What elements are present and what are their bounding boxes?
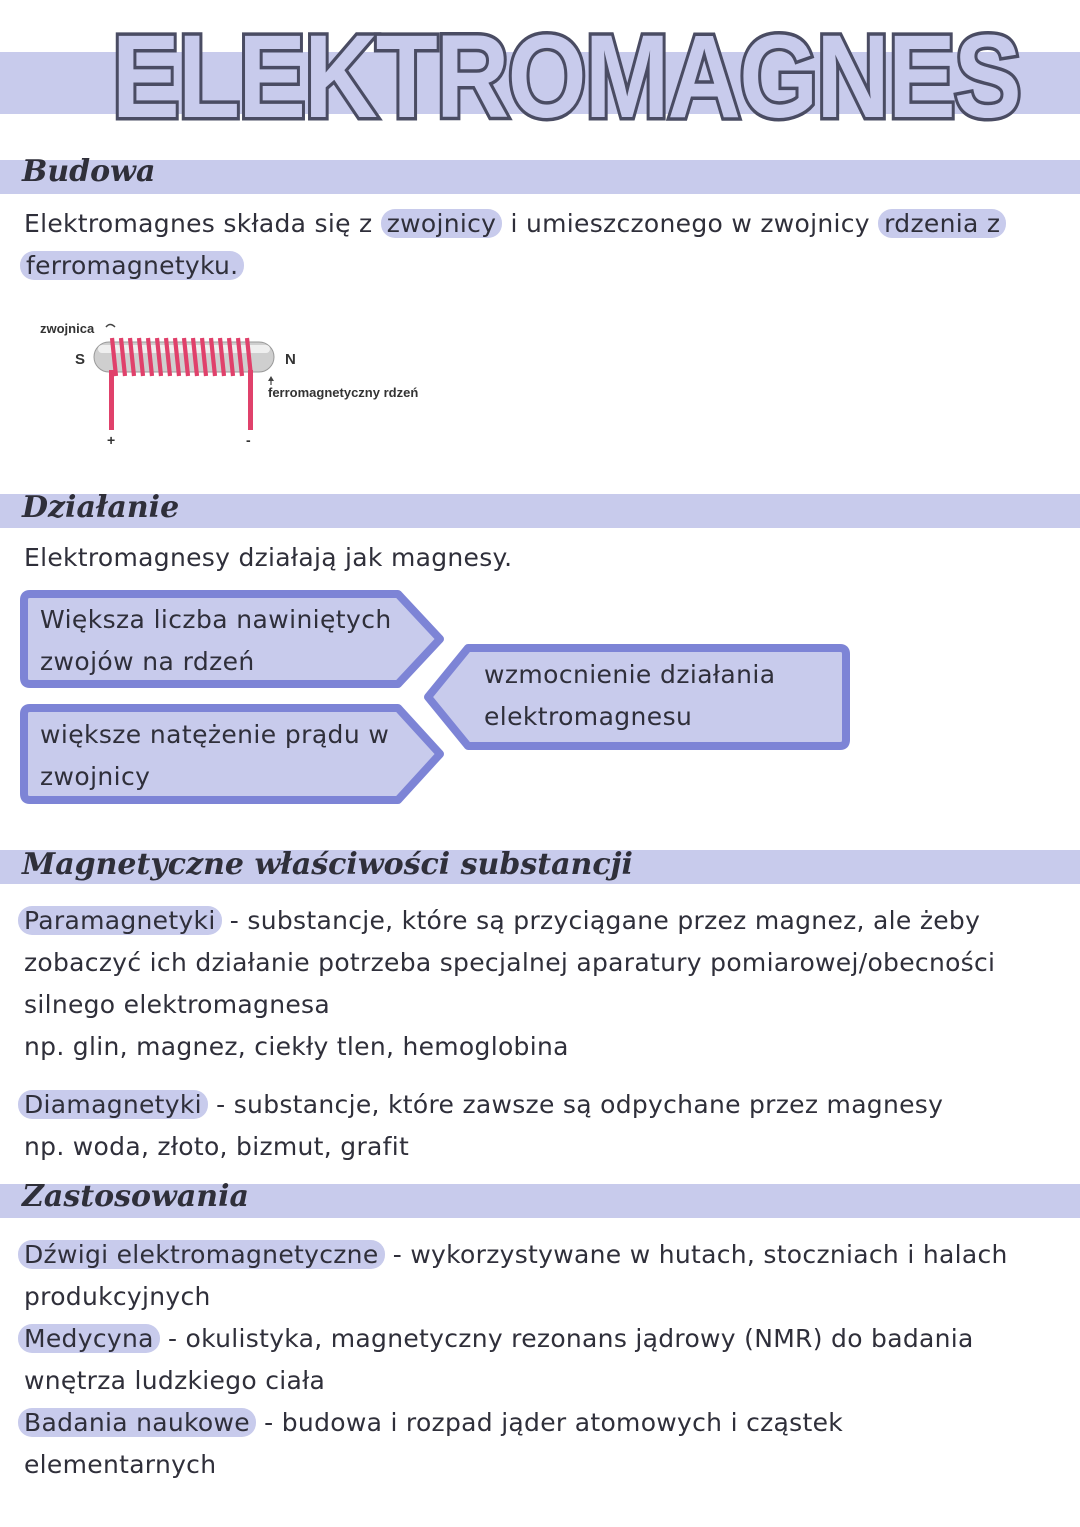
dia-examples: np. woda, złoto, bizmut, grafit xyxy=(24,1132,410,1161)
medycyna-line1: - okulistyka, magnetyczny rezonans jądrowy (NMR) do badania xyxy=(159,1324,974,1353)
label-n: N xyxy=(285,351,296,368)
medycyna-line2: wnętrza ludzkiego ciała xyxy=(24,1366,326,1395)
result-box-line2: elektromagnesu xyxy=(484,702,693,731)
heading-zastosowania: Zastosowania xyxy=(22,1179,249,1214)
page-title: ELEKTROMAGNES xyxy=(112,11,1020,143)
para-line1: - substancje, które są przyciągane przez magnez, ale żeby xyxy=(221,906,981,935)
para-examples: np. glin, magnez, ciekły tlen, hemoglobina xyxy=(24,1032,569,1061)
cause-box-1-line2: zwojów na rdzeń xyxy=(40,647,255,676)
dia-line1: - substancje, które zawsze są odpychane przez magnesy xyxy=(207,1090,944,1119)
paramagnetyki-text xyxy=(24,900,995,1068)
dzwigi-line1: - wykorzystywane w hutach, stoczniach i halach xyxy=(384,1240,1008,1269)
cause-box-2 xyxy=(40,714,389,798)
term-medycyna: Medycyna xyxy=(18,1324,160,1353)
term-paramagnetyki: Paramagnetyki xyxy=(18,906,222,935)
coil-core-graphic xyxy=(0,320,300,460)
heading-budowa: Budowa xyxy=(22,154,156,189)
term-diamagnetyki: Diamagnetyki xyxy=(18,1090,208,1119)
term-rdzenia: rdzenia z xyxy=(878,209,1006,238)
badania-line2: elementarnych xyxy=(24,1450,217,1479)
cause-box-1 xyxy=(40,599,392,683)
dzialanie-text: Elektromagnesy działają jak magnesy. xyxy=(24,543,513,572)
para-line3: silnego elektromagnesa xyxy=(24,990,330,1019)
cause-box-2-line1: większe natężenie prądu w xyxy=(40,720,390,749)
label-s: S xyxy=(75,351,86,368)
label-plus: + xyxy=(107,432,116,448)
heading-wlasciwosci: Magnetyczne właściwości substancji xyxy=(22,847,633,882)
budowa-text-before: Elektromagnes składa się z xyxy=(24,209,381,238)
result-box-line1: wzmocnienie działania xyxy=(484,660,776,689)
term-zwojnicy: zwojnicy xyxy=(381,209,503,238)
cause-box-1-line1: Większa liczba nawiniętych xyxy=(40,605,392,634)
budowa-text xyxy=(24,203,1006,287)
dzwigi-line2: produkcyjnych xyxy=(24,1282,211,1311)
result-box xyxy=(484,654,775,738)
section-band-budowa xyxy=(0,160,1080,194)
term-badania: Badania naukowe xyxy=(18,1408,256,1437)
cause-box-2-line2: zwojnicy xyxy=(40,762,151,791)
heading-dzialanie: Działanie xyxy=(22,490,180,525)
diamagnetyki-text xyxy=(24,1084,943,1168)
term-ferromagnetyku: ferromagnetyku. xyxy=(20,251,244,280)
label-ferromagnetic-core: ferromagnetyczny rdzeń xyxy=(268,385,419,400)
budowa-text-mid: i umieszczonego w zwojnicy xyxy=(502,209,879,238)
para-line2: zobaczyć ich działanie potrzeba specjalnej aparatury pomiarowej/obecności xyxy=(24,948,996,977)
label-zwojnica: zwojnica xyxy=(40,321,95,336)
label-minus: - xyxy=(246,432,251,448)
badania-line1: - budowa i rozpad jąder atomowych i cząstek xyxy=(255,1408,844,1437)
term-dzwigi: Dźwigi elektromagnetyczne xyxy=(18,1240,385,1269)
zastosowania-list xyxy=(24,1234,1008,1486)
